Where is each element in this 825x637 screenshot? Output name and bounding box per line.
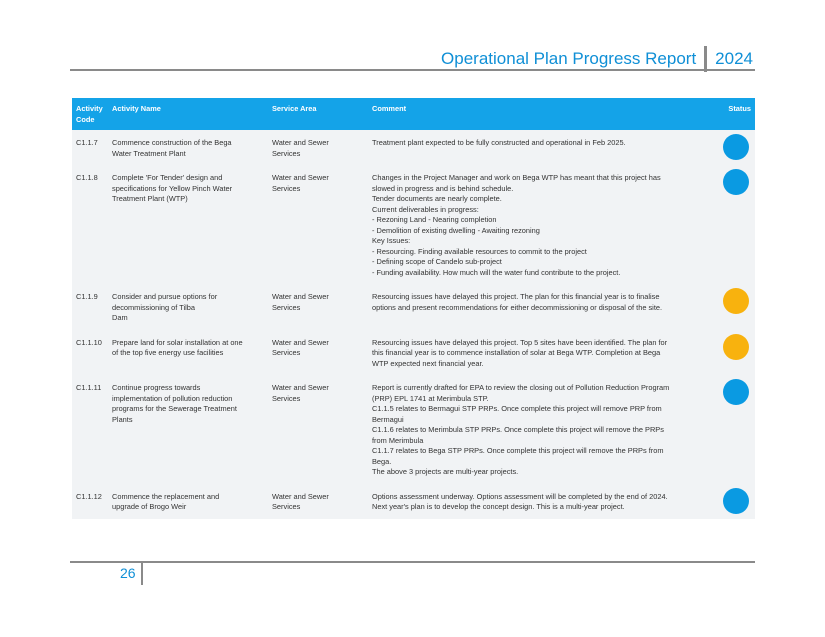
col-header-status: Status: [728, 104, 751, 113]
activity-comment: [372, 165, 712, 284]
activity-comment: [372, 130, 712, 165]
service-area: [272, 165, 372, 284]
activity-name: [112, 484, 272, 519]
cell-line: Options assessment underway. Options assessment will be completed by the end of 2024.: [372, 491, 668, 501]
activity-comment: [372, 375, 712, 484]
cell-line: WTP expected next financial year.: [372, 358, 484, 368]
cell-line: Changes in the Project Manager and work on Bega WTP has meant that this project has: [372, 173, 661, 182]
cell-line: Treatment Plant (WTP): [112, 194, 188, 203]
status-indicator-icon: [723, 334, 749, 360]
activity-code: C1.1.12: [76, 491, 102, 501]
cell-line: - Demolition of existing dwelling - Awaiting rezoning: [372, 225, 540, 235]
col-header-area: Service Area: [272, 104, 317, 113]
cell-line: implementation of pollution reduction: [112, 393, 233, 403]
table-header: [72, 98, 755, 130]
activity-code: C1.1.7: [76, 138, 98, 147]
cell-line: specifications for Yellow Pinch Water: [112, 183, 233, 193]
table-body: [72, 130, 755, 519]
status-cell: [712, 130, 755, 165]
footer-divider: [141, 563, 143, 585]
cell-line: Report is currently drafted for EPA to review the closing out of Pollution Reduction Program: [372, 383, 670, 392]
service-area: [272, 330, 372, 376]
status-cell: [712, 375, 755, 484]
cell-line: Services: [272, 183, 301, 193]
status-indicator-icon: [723, 288, 749, 314]
cell-line: from Merimbula: [372, 435, 424, 445]
activity-name: [112, 130, 272, 165]
col-header-comment: Comment: [372, 104, 407, 113]
cell-line: this financial year is to commence installation of solar at Bega WTP. Completion at Bega: [372, 348, 661, 357]
status-indicator-icon: [723, 379, 749, 405]
cell-line: Resourcing issues have delayed this project. Top 5 sites have been identified. The plan for: [372, 337, 668, 347]
activity-name: [112, 284, 272, 330]
service-area: [272, 284, 372, 330]
cell-line: programs for the Sewerage Treatment: [112, 404, 237, 413]
activity-code: C1.1.10: [76, 337, 102, 347]
status-indicator-icon: [723, 488, 749, 514]
activity-code: C1.1.8: [76, 173, 98, 182]
status-cell: [712, 284, 755, 330]
service-area: [272, 375, 372, 484]
status-indicator-icon: [723, 169, 749, 195]
cell-line: Services: [272, 502, 301, 511]
cell-line: C1.1.7 relates to Bega STP PRPs. Once complete this project will remove the PRPs from: [372, 446, 664, 455]
cell-line: Water and Sewer: [272, 138, 329, 147]
cell-line: options and present recommendations for either decommissioning or disposal of the site.: [372, 302, 663, 312]
status-indicator-icon: [723, 134, 749, 160]
table-row: [72, 284, 755, 330]
cell-line: Services: [272, 393, 301, 403]
activity-comment: [372, 330, 712, 376]
cell-line: slowed in progress and is behind schedule.: [372, 183, 514, 193]
status-cell: [712, 484, 755, 519]
activity-name: [112, 330, 272, 376]
cell-line: Dam: [112, 313, 128, 322]
activity-comment: [372, 284, 712, 330]
cell-line: Water and Sewer: [272, 173, 329, 182]
activity-name: [112, 375, 272, 484]
cell-line: Water and Sewer: [272, 491, 329, 501]
cell-line: Water and Sewer: [272, 337, 329, 347]
cell-line: Prepare land for solar installation at one: [112, 337, 243, 347]
cell-line: Consider and pursue options for: [112, 292, 218, 301]
cell-line: Water and Sewer: [272, 383, 329, 392]
cell-line: Treatment plant expected to be fully constructed and operational in Feb 2025.: [372, 138, 626, 147]
cell-line: C1.1.5 relates to Bermagui STP PRPs. Once complete this project will remove PRP from: [372, 404, 662, 413]
service-area: [272, 484, 372, 519]
activity-name: [112, 165, 272, 284]
cell-line: Bermagui: [372, 414, 404, 424]
col-header-code: Activity Code: [76, 104, 103, 124]
cell-line: Resourcing issues have delayed this project. The plan for this financial year is to finalise: [372, 292, 660, 301]
cell-line: of the top five energy use facilities: [112, 348, 224, 357]
header-rule: [70, 69, 755, 71]
cell-line: C1.1.6 relates to Merimbula STP PRPs. Once complete this project will remove the PRPs: [372, 425, 664, 434]
cell-line: - Resourcing. Finding available resources to commit to the project: [372, 246, 587, 256]
activity-table: [72, 98, 755, 519]
table-row: [72, 130, 755, 165]
cell-line: Water Treatment Plant: [112, 148, 186, 158]
status-cell: [712, 330, 755, 376]
cell-line: - Rezoning Land - Nearing completion: [372, 215, 497, 224]
cell-line: Plants: [112, 414, 133, 424]
cell-line: Key Issues:: [372, 236, 411, 245]
service-area: [272, 130, 372, 165]
cell-line: decommissioning of Tilba: [112, 302, 195, 312]
table-row: [72, 165, 755, 284]
activity-code: C1.1.9: [76, 292, 98, 301]
cell-line: The above 3 projects are multi-year projects.: [372, 467, 519, 476]
cell-line: (PRP) EPL 1741 at Merimbula STP.: [372, 393, 489, 403]
cell-line: Continue progress towards: [112, 383, 201, 392]
cell-line: Services: [272, 302, 301, 312]
table-row: [72, 375, 755, 484]
table-row: [72, 484, 755, 519]
cell-line: Next year's plan is to develop the concept design. This is a multi-year project.: [372, 502, 625, 511]
cell-line: Services: [272, 348, 301, 357]
cell-line: Complete 'For Tender' design and: [112, 173, 223, 182]
cell-line: Commence construction of the Bega: [112, 138, 232, 147]
activity-comment: [372, 484, 712, 519]
cell-line: upgrade of Brogo Weir: [112, 502, 187, 511]
cell-line: - Defining scope of Candelo sub-project: [372, 257, 502, 266]
col-header-name: Activity Name: [112, 104, 161, 113]
cell-line: - Funding availability. How much will the water fund contribute to the project.: [372, 267, 621, 277]
cell-line: Bega.: [372, 456, 392, 466]
cell-line: Current deliverables in progress:: [372, 204, 479, 214]
cell-line: Services: [272, 148, 301, 158]
activity-code: C1.1.11: [76, 383, 102, 392]
cell-line: Water and Sewer: [272, 292, 329, 301]
report-title: Operational Plan Progress Report: [441, 49, 697, 68]
status-cell: [712, 165, 755, 284]
cell-line: Commence the replacement and: [112, 491, 220, 501]
footer-rule: [70, 561, 755, 563]
page-number: 26: [120, 565, 136, 581]
table-row: [72, 330, 755, 376]
report-year: 2024: [715, 49, 753, 68]
cell-line: Tender documents are nearly complete.: [372, 194, 502, 203]
